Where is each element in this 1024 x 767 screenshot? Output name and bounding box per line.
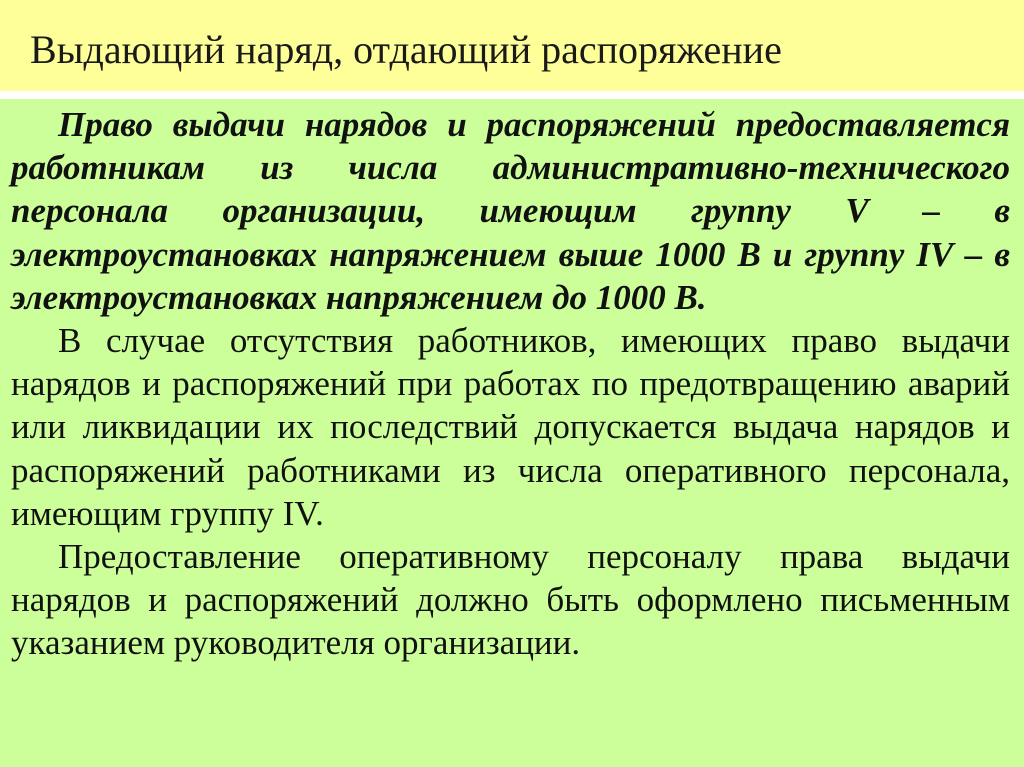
slide-title: Выдающий наряд, отдающий распоряжение bbox=[30, 27, 782, 72]
paragraph-emergency-case: В случае отсутствия работников, имеющих право выдачи нарядов и распоряжений при работах по предотвращению аварий или ликвидации их последствий допускается выдача нарядов и распоряжений работниками из числа оперативного персонала, имеющим группу IV. bbox=[11, 321, 1010, 533]
paragraph-written-authorization: Предоставление оперативному персоналу права выдачи нарядов и распоряжений должно быть оформлено письменным указанием руководителя организации. bbox=[11, 537, 1010, 663]
title-bar bbox=[0, 0, 1024, 91]
paragraph-issuing-rights: Право выдачи нарядов и распоряжений предоставляется работникам из числа административно-технического персонала организации, имеющим группу V – в электроустановках напряжением выше 1000 В и группу IV – в электроустановках напряжением до 1000 В. bbox=[11, 105, 1010, 317]
slide-body bbox=[0, 99, 1024, 767]
